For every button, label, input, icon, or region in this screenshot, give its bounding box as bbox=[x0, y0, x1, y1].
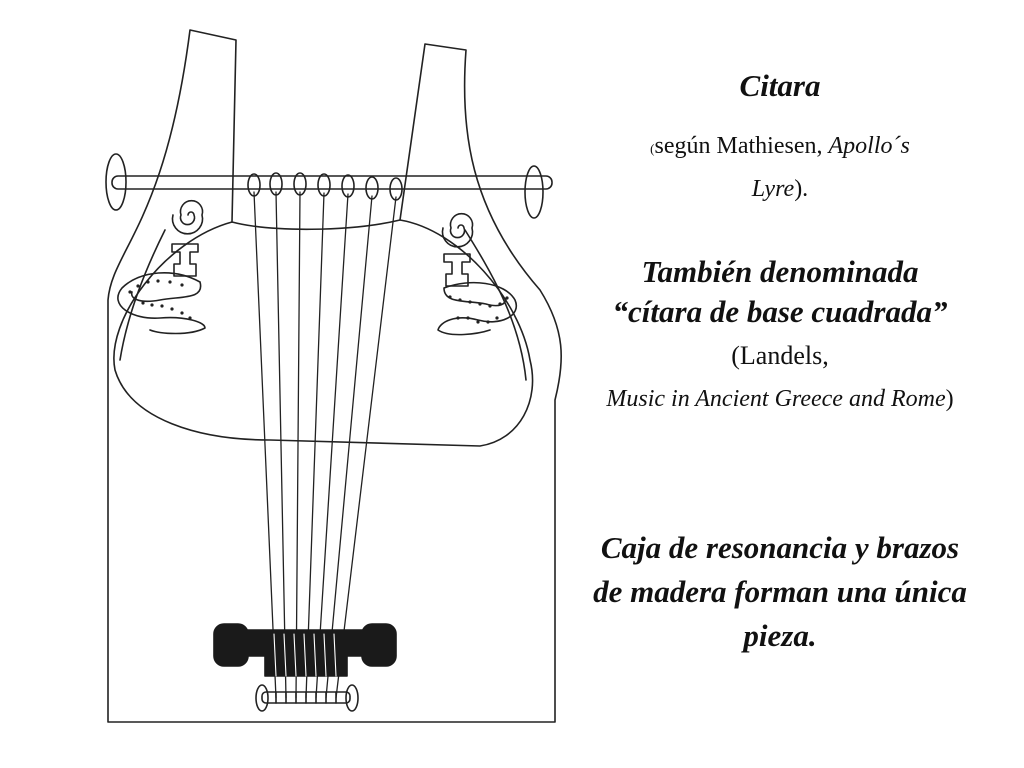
right-spiral-ornament bbox=[443, 214, 473, 247]
alternate-name-quoted: “cítara de base cuadrada” bbox=[612, 294, 948, 329]
source-book: Apollo´s Lyre bbox=[751, 133, 910, 202]
source-open-paren: ( bbox=[650, 141, 655, 156]
slide-title bbox=[590, 66, 970, 106]
string bbox=[254, 192, 276, 698]
string bbox=[296, 192, 300, 698]
crossbar-knob-left bbox=[106, 154, 126, 210]
source-text: según Mathiesen, bbox=[654, 133, 829, 159]
source-close: ). bbox=[794, 176, 809, 202]
alternate-name-lead: También denominada bbox=[641, 254, 919, 289]
string bbox=[326, 196, 372, 698]
alternate-name-book: Music in Ancient Greece and Rome bbox=[606, 386, 946, 412]
string bbox=[276, 192, 286, 698]
left-post-ornament bbox=[172, 244, 198, 276]
kithara-crossbar bbox=[112, 176, 552, 189]
kithara-strings bbox=[254, 192, 396, 698]
alternate-name-author: (Landels, bbox=[731, 341, 829, 370]
right-s-ornament bbox=[438, 283, 516, 335]
string bbox=[336, 197, 396, 698]
kithara-body-outline bbox=[108, 30, 561, 722]
kithara-tailpiece bbox=[256, 685, 358, 711]
crossbar-knob-right bbox=[525, 166, 543, 218]
construction-note bbox=[590, 526, 970, 658]
alternate-name-block bbox=[590, 252, 970, 419]
source-citation bbox=[590, 126, 970, 209]
right-post-ornament bbox=[444, 254, 470, 286]
tuning-rings bbox=[248, 173, 402, 200]
slide-title-text: Citara bbox=[739, 68, 821, 103]
left-spiral-ornament bbox=[173, 201, 203, 234]
alternate-name-close: ) bbox=[945, 386, 954, 412]
construction-note-text: Caja de resonancia y brazos de madera forman una única pieza. bbox=[593, 530, 967, 653]
